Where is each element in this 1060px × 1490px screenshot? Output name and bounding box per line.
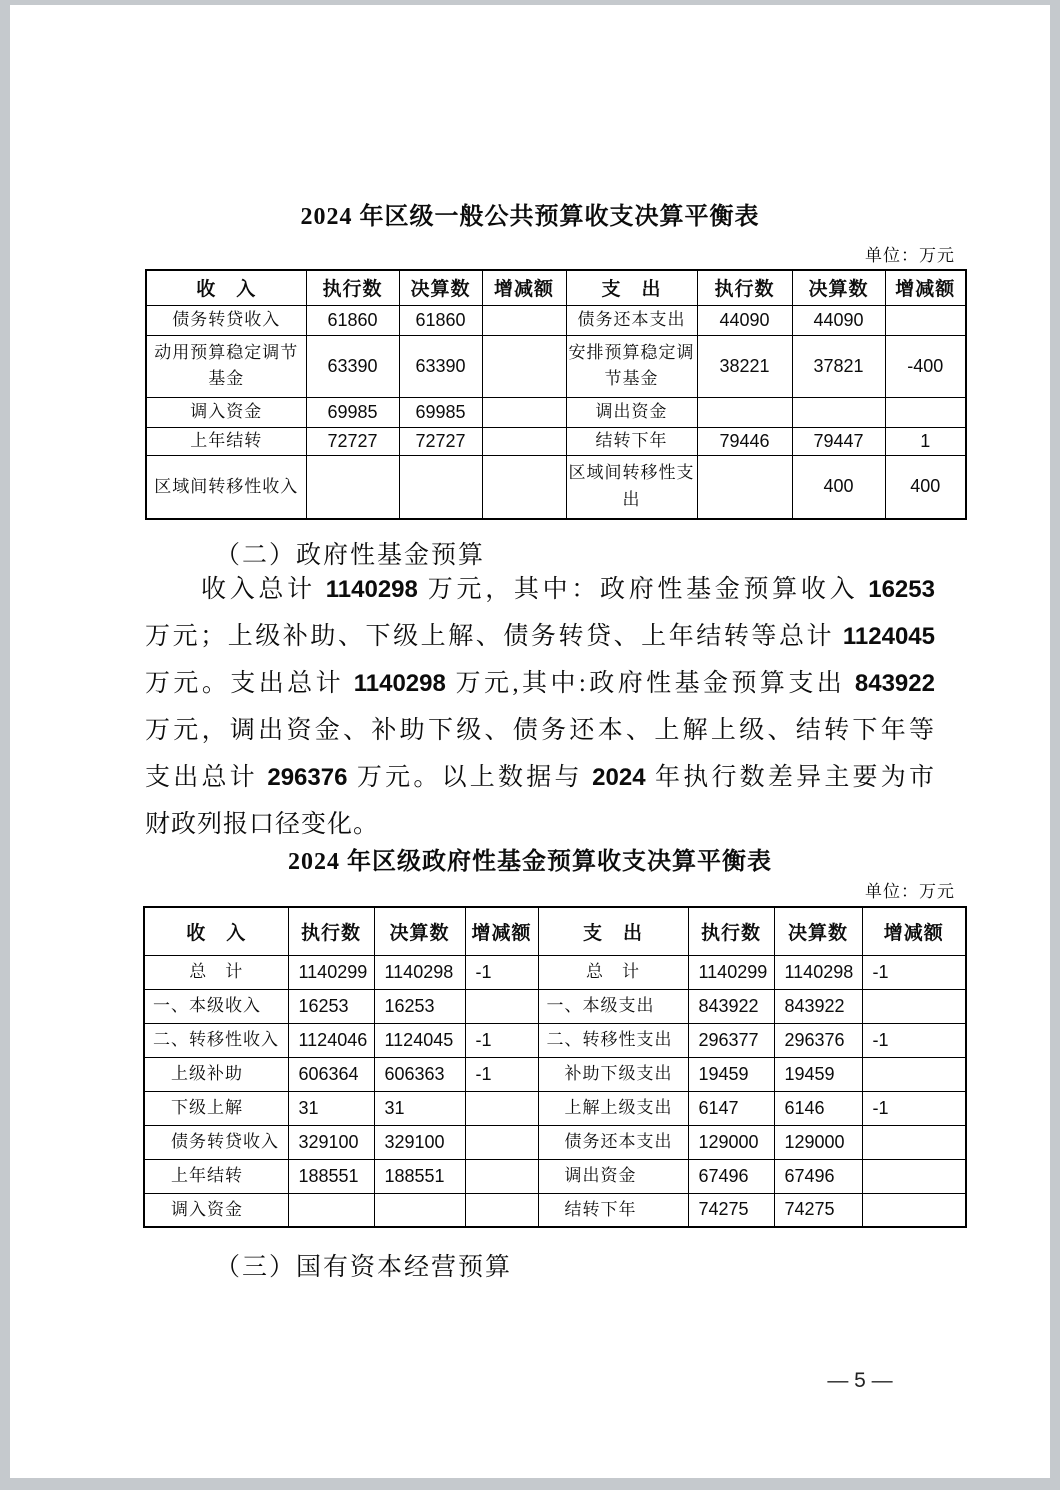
value-cell: 6146 (774, 1091, 862, 1125)
value-cell: 188551 (374, 1159, 465, 1193)
income-label-cell: 区域间转移性收入 (146, 455, 306, 519)
expense-label-cell: 结转下年 (538, 1193, 688, 1227)
value-cell: 1124045 (374, 1023, 465, 1057)
value-cell: -400 (885, 335, 966, 397)
value-cell: 188551 (288, 1159, 374, 1193)
value-cell: -1 (465, 1023, 538, 1057)
value-cell: 63390 (306, 335, 399, 397)
value-cell: 606363 (374, 1057, 465, 1091)
table-row (144, 989, 966, 1023)
expense-label-cell: 债务还本支出 (566, 305, 697, 335)
value-cell: 1140299 (688, 955, 774, 989)
header-row (146, 270, 966, 305)
income-label-cell: 二、转移性收入 (144, 1023, 288, 1057)
value-cell (697, 397, 792, 427)
table-header (144, 907, 966, 955)
column-header: 执行数 (688, 907, 774, 955)
value-cell (862, 1193, 966, 1227)
value-cell: -1 (465, 1057, 538, 1091)
value-cell: 31 (374, 1091, 465, 1125)
value-cell: 1140298 (774, 955, 862, 989)
value-cell (465, 989, 538, 1023)
column-header: 决算数 (774, 907, 862, 955)
expense-label-cell: 二、转移性支出 (538, 1023, 688, 1057)
column-header: 执行数 (306, 270, 399, 305)
value-cell: 31 (288, 1091, 374, 1125)
column-header: 增减额 (465, 907, 538, 955)
value-cell: 1124046 (288, 1023, 374, 1057)
value-cell: 296377 (688, 1023, 774, 1057)
general-budget-balance-table (145, 269, 967, 520)
column-header: 决算数 (374, 907, 465, 955)
column-header: 收 入 (146, 270, 306, 305)
value-cell: 37821 (792, 335, 885, 397)
income-label-cell: 下级上解 (144, 1091, 288, 1125)
value-cell: 61860 (306, 305, 399, 335)
column-header: 决算数 (792, 270, 885, 305)
expense-label-cell: 债务还本支出 (538, 1125, 688, 1159)
income-label-cell: 债务转贷收入 (144, 1125, 288, 1159)
income-label-cell: 调入资金 (146, 397, 306, 427)
value-cell: 79446 (697, 427, 792, 455)
table-row (144, 1125, 966, 1159)
column-header: 增减额 (862, 907, 966, 955)
expense-label-cell: 区域间转移性支出 (566, 455, 697, 519)
value-cell: 67496 (688, 1159, 774, 1193)
value-cell: 400 (885, 455, 966, 519)
income-label-cell: 债务转贷收入 (146, 305, 306, 335)
section-heading-government-funds: （二）政府性基金预算 (215, 542, 486, 569)
column-header: 收 入 (144, 907, 288, 955)
column-header: 支 出 (566, 270, 697, 305)
table1-unit-label: 单位：万元 (865, 246, 955, 265)
value-cell (482, 305, 566, 335)
value-cell: -1 (465, 955, 538, 989)
table-row (146, 305, 966, 335)
paragraph-line: 万元；上级补助、下级上解、债务转贷、上年结转等总计 1124045 (145, 623, 935, 650)
table-row (146, 427, 966, 455)
value-cell: 38221 (697, 335, 792, 397)
expense-label-cell: 上解上级支出 (538, 1091, 688, 1125)
table-row (144, 955, 966, 989)
column-header: 支 出 (538, 907, 688, 955)
page-number: — 5 — (827, 1369, 893, 1392)
value-cell (465, 1193, 538, 1227)
header-row (144, 907, 966, 955)
value-cell (465, 1091, 538, 1125)
value-cell: -1 (862, 1023, 966, 1057)
value-cell (862, 1125, 966, 1159)
table-row (146, 397, 966, 427)
income-label-cell: 总 计 (144, 955, 288, 989)
value-cell: 1140299 (288, 955, 374, 989)
value-cell: 74275 (688, 1193, 774, 1227)
value-cell: -1 (862, 1091, 966, 1125)
value-cell: 61860 (399, 305, 482, 335)
value-cell (862, 1057, 966, 1091)
value-cell: 19459 (774, 1057, 862, 1091)
income-label-cell: 上年结转 (146, 427, 306, 455)
government-funds-balance-table (143, 906, 967, 1228)
table-body (144, 955, 966, 1227)
value-cell (465, 1159, 538, 1193)
document-page (10, 5, 1050, 1478)
paragraph-line: 支出总计 296376 万元。以上数据与 2024 年执行数差异主要为市 (145, 764, 935, 791)
value-cell (885, 397, 966, 427)
table-header (146, 270, 966, 305)
value-cell (465, 1125, 538, 1159)
value-cell (374, 1193, 465, 1227)
paragraph-line: 财政列报口径变化。 (145, 811, 380, 838)
table-row (144, 1091, 966, 1125)
body-paragraph (145, 566, 935, 848)
value-cell (482, 455, 566, 519)
value-cell: 129000 (774, 1125, 862, 1159)
value-cell: 79447 (792, 427, 885, 455)
column-header: 执行数 (697, 270, 792, 305)
table-row (144, 1159, 966, 1193)
value-cell: 44090 (697, 305, 792, 335)
income-label-cell: 动用预算稳定调节基金 (146, 335, 306, 397)
value-cell: 129000 (688, 1125, 774, 1159)
value-cell: 74275 (774, 1193, 862, 1227)
expense-label-cell: 调出资金 (566, 397, 697, 427)
table-row (144, 1057, 966, 1091)
value-cell: 72727 (306, 427, 399, 455)
value-cell (288, 1193, 374, 1227)
value-cell: 1 (885, 427, 966, 455)
expense-label-cell: 调出资金 (538, 1159, 688, 1193)
value-cell (697, 455, 792, 519)
value-cell: -1 (862, 955, 966, 989)
value-cell: 400 (792, 455, 885, 519)
column-header: 执行数 (288, 907, 374, 955)
value-cell: 606364 (288, 1057, 374, 1091)
value-cell: 1140298 (374, 955, 465, 989)
paragraph-line: 万元，调出资金、补助下级、债务还本、上解上级、结转下年等 (145, 717, 935, 744)
value-cell (399, 455, 482, 519)
value-cell: 44090 (792, 305, 885, 335)
value-cell (306, 455, 399, 519)
value-cell: 69985 (399, 397, 482, 427)
value-cell: 329100 (288, 1125, 374, 1159)
table-body (146, 305, 966, 519)
value-cell: 329100 (374, 1125, 465, 1159)
value-cell: 69985 (306, 397, 399, 427)
value-cell (885, 305, 966, 335)
value-cell (862, 1159, 966, 1193)
income-label-cell: 上年结转 (144, 1159, 288, 1193)
value-cell: 63390 (399, 335, 482, 397)
table-row (146, 335, 966, 397)
expense-label-cell: 总 计 (538, 955, 688, 989)
income-label-cell: 调入资金 (144, 1193, 288, 1227)
table-row (144, 1023, 966, 1057)
paragraph-line: 万元。支出总计 1140298 万元,其中:政府性基金预算支出 843922 (145, 670, 935, 697)
value-cell: 72727 (399, 427, 482, 455)
value-cell (482, 397, 566, 427)
table1-title: 2024 年区级一般公共预算收支决算平衡表 (300, 204, 760, 230)
paragraph-line: 收入总计 1140298 万元，其中：政府性基金预算收入 16253 (201, 576, 935, 603)
value-cell: 16253 (374, 989, 465, 1023)
expense-label-cell: 补助下级支出 (538, 1057, 688, 1091)
expense-label-cell: 结转下年 (566, 427, 697, 455)
expense-label-cell: 安排预算稳定调节基金 (566, 335, 697, 397)
value-cell (862, 989, 966, 1023)
value-cell: 6147 (688, 1091, 774, 1125)
value-cell: 296376 (774, 1023, 862, 1057)
value-cell: 843922 (688, 989, 774, 1023)
column-header: 增减额 (482, 270, 566, 305)
expense-label-cell: 一、本级支出 (538, 989, 688, 1023)
column-header: 决算数 (399, 270, 482, 305)
value-cell (792, 397, 885, 427)
value-cell: 843922 (774, 989, 862, 1023)
income-label-cell: 一、本级收入 (144, 989, 288, 1023)
section-heading-state-capital: （三）国有资本经营预算 (215, 1254, 513, 1281)
column-header: 增减额 (885, 270, 966, 305)
income-label-cell: 上级补助 (144, 1057, 288, 1091)
value-cell: 16253 (288, 989, 374, 1023)
table-row (146, 455, 966, 519)
value-cell: 67496 (774, 1159, 862, 1193)
table2-unit-label: 单位：万元 (865, 882, 955, 901)
table2-title: 2024 年区级政府性基金预算收支决算平衡表 (288, 849, 772, 875)
value-cell: 19459 (688, 1057, 774, 1091)
table-row (144, 1193, 966, 1227)
value-cell (482, 427, 566, 455)
value-cell (482, 335, 566, 397)
